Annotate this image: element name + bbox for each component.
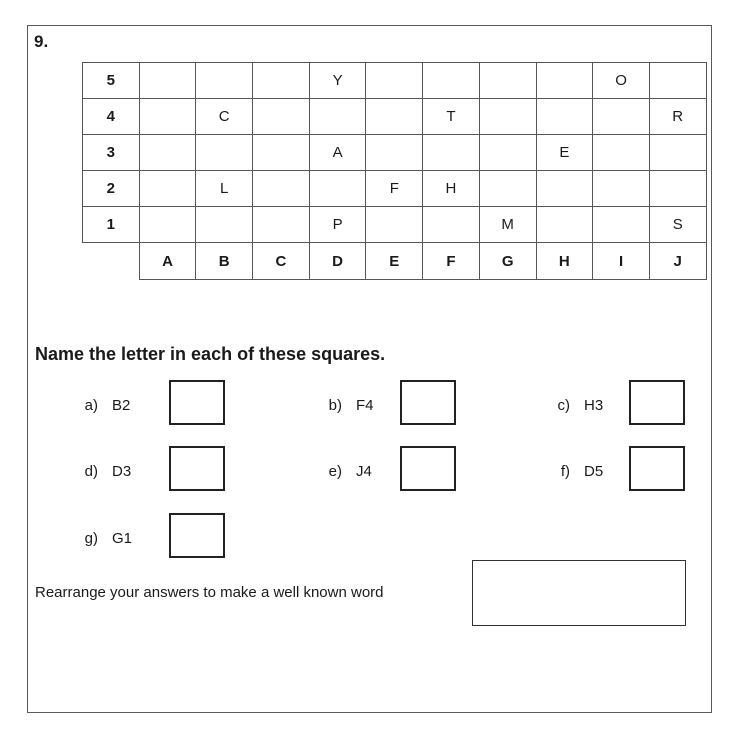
question-label: b)	[328, 397, 342, 414]
final-word-answer-box[interactable]	[472, 560, 686, 626]
grid-cell-C2	[253, 171, 310, 207]
question-label: a)	[84, 397, 98, 414]
grid-reference: D3	[112, 463, 132, 480]
grid-cell-A5	[139, 63, 196, 99]
grid-cell-F1	[423, 207, 480, 243]
grid-cell-H1	[536, 207, 593, 243]
letter-grid	[82, 62, 707, 280]
grid-cell-D4	[309, 99, 366, 135]
grid-cell-B3	[196, 135, 253, 171]
answer-box-g[interactable]	[169, 513, 225, 558]
grid-cell-G2	[479, 171, 536, 207]
grid-reference: F4	[356, 397, 374, 414]
column-label: B	[196, 243, 253, 279]
row-label: 4	[83, 99, 140, 135]
grid-cell-F3	[423, 135, 480, 171]
column-label: F	[423, 243, 480, 279]
column-label: D	[309, 243, 366, 279]
grid-row-4	[83, 99, 707, 135]
grid-cell-D1: P	[309, 207, 366, 243]
grid-cell-C4	[253, 99, 310, 135]
grid-cell-J4: R	[649, 99, 706, 135]
column-label: I	[593, 243, 650, 279]
grid-cell-C1	[253, 207, 310, 243]
answer-box-a[interactable]	[169, 380, 225, 425]
grid-cell-C5	[253, 63, 310, 99]
column-label: G	[479, 243, 536, 279]
grid-cell-A2	[139, 171, 196, 207]
grid-cell-J5	[649, 63, 706, 99]
grid-reference: G1	[112, 530, 133, 547]
grid-cell-B2: L	[196, 171, 253, 207]
grid-row-1	[83, 207, 707, 243]
grid-cell-B1	[196, 207, 253, 243]
grid-row-2	[83, 171, 707, 207]
grid-cell-G5	[479, 63, 536, 99]
grid-reference: H3	[584, 397, 604, 414]
column-label-row	[83, 243, 707, 279]
grid-cell-C3	[253, 135, 310, 171]
grid-cell-G3	[479, 135, 536, 171]
grid-cell-D5: Y	[309, 63, 366, 99]
grid-cell-H4	[536, 99, 593, 135]
question-label: f)	[560, 463, 570, 480]
grid-reference: B2	[112, 397, 131, 414]
grid-cell-E4	[366, 99, 423, 135]
grid-row-5	[83, 63, 707, 99]
grid-cell-D3: A	[309, 135, 366, 171]
question-label: g)	[84, 530, 98, 547]
grid-cell-G1: M	[479, 207, 536, 243]
answer-box-e[interactable]	[400, 446, 456, 491]
question-label: e)	[328, 463, 342, 480]
instruction-text: Name the letter in each of these squares.	[35, 344, 386, 364]
answer-box-b[interactable]	[400, 380, 456, 425]
grid-cell-A1	[139, 207, 196, 243]
column-label: C	[253, 243, 310, 279]
grid-cell-H5	[536, 63, 593, 99]
grid-row-3	[83, 135, 707, 171]
grid-cell-F2: H	[423, 171, 480, 207]
grid-cell-H2	[536, 171, 593, 207]
question-number: 9.	[34, 32, 49, 51]
grid-cell-A3	[139, 135, 196, 171]
column-label: A	[139, 243, 196, 279]
grid-reference: J4	[356, 463, 372, 480]
grid-reference: D5	[584, 463, 604, 480]
grid-cell-H3: E	[536, 135, 593, 171]
grid-cell-E3	[366, 135, 423, 171]
row-label: 1	[83, 207, 140, 243]
question-label: c)	[557, 397, 570, 414]
grid-cell-B5	[196, 63, 253, 99]
column-label: H	[536, 243, 593, 279]
column-label: E	[366, 243, 423, 279]
row-label: 5	[83, 63, 140, 99]
answer-box-c[interactable]	[629, 380, 685, 425]
grid-cell-E5	[366, 63, 423, 99]
grid-cell-I4	[593, 99, 650, 135]
grid-cell-J1: S	[649, 207, 706, 243]
grid-cell-I5: O	[593, 63, 650, 99]
grid-cell-B4: C	[196, 99, 253, 135]
grid-cell-D2	[309, 171, 366, 207]
answer-box-d[interactable]	[169, 446, 225, 491]
grid-cell-J3	[649, 135, 706, 171]
grid-cell-I2	[593, 171, 650, 207]
question-label: d)	[84, 463, 98, 480]
grid-cell-E2: F	[366, 171, 423, 207]
answer-box-f[interactable]	[629, 446, 685, 491]
column-label: J	[649, 243, 706, 279]
grid-cell-G4	[479, 99, 536, 135]
grid-cell-F4: T	[423, 99, 480, 135]
grid-corner	[83, 243, 140, 279]
grid-cell-I3	[593, 135, 650, 171]
grid-cell-F5	[423, 63, 480, 99]
grid-cell-A4	[139, 99, 196, 135]
row-label: 2	[83, 171, 140, 207]
rearrange-prompt: Rearrange your answers to make a well known word	[35, 584, 384, 601]
grid-cell-E1	[366, 207, 423, 243]
row-label: 3	[83, 135, 140, 171]
grid-cell-I1	[593, 207, 650, 243]
grid-cell-J2	[649, 171, 706, 207]
